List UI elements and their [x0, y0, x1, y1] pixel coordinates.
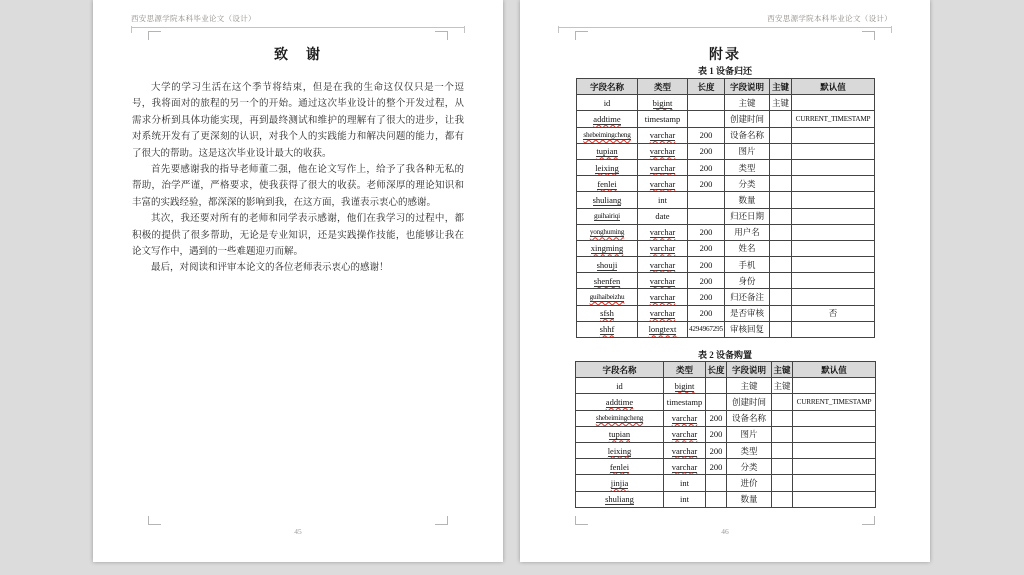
table-cell: 200 [688, 240, 725, 256]
table-row [577, 208, 875, 224]
table-cell: varchar [638, 224, 688, 240]
column-header: 字段名称 [577, 79, 638, 95]
crop-mark [575, 516, 588, 525]
table-cell: longtext [638, 321, 688, 337]
table-cell: 手机 [725, 257, 770, 273]
table-cell [793, 378, 876, 394]
table-cell: int [664, 491, 706, 507]
table-cell [772, 426, 793, 442]
table-cell [792, 159, 875, 175]
table-cell: addtime [576, 394, 664, 410]
column-header: 字段说明 [725, 79, 770, 95]
table-cell [770, 159, 792, 175]
table-cell: fenlei [576, 459, 664, 475]
table-cell: varchar [638, 127, 688, 143]
table-header-row [576, 362, 876, 378]
column-header: 长度 [688, 79, 725, 95]
table-cell [770, 143, 792, 159]
table-cell: 200 [706, 410, 727, 426]
table-cell: 归还日期 [725, 208, 770, 224]
running-header: 西安思源学院本科毕业论文（设计） [131, 13, 465, 28]
table-row [577, 240, 875, 256]
paragraph: 大学的学习生活在这个季节将结束，但是在我的生命这仅仅只是一个逗号，我将面对的旅程的另一个的开始。通过这次毕业设计的整个开发过程，从需求分析到具体功能实现，再到最终测试和维护的理解有了很大的进步，让我对系统开发有了更深刻的认识，对我个人的实践能力和解决问题的能力，都有了很大的帮助。这是这次毕业设计最大的收获。 [132, 83, 464, 159]
table-cell: 200 [706, 442, 727, 458]
table-row [577, 224, 875, 240]
paragraph: 最后，对阅读和评审本论文的各位老师表示衷心的感谢！ [151, 263, 389, 274]
table-cell: shuliang [576, 491, 664, 507]
table-cell [793, 426, 876, 442]
table-2-caption: 表 2 设备购置 [697, 350, 752, 360]
table-cell: bigint [638, 95, 688, 111]
table-cell: 设备名称 [725, 127, 770, 143]
table-cell [792, 95, 875, 111]
crop-mark [862, 31, 875, 40]
table-cell: 数量 [725, 192, 770, 208]
table-cell [793, 459, 876, 475]
table-row [577, 111, 875, 127]
table-cell: 图片 [727, 426, 772, 442]
table-row [576, 410, 876, 426]
table-cell: 200 [688, 305, 725, 321]
table-cell [792, 127, 875, 143]
table-row [577, 95, 875, 111]
table-cell [770, 289, 792, 305]
table-cell: fenlei [577, 176, 638, 192]
crop-mark [148, 31, 161, 40]
paragraph: 首先要感谢我的指导老师董二强，他在论文写作上，给予了我各种无私的帮助，治学严谨，严格要求，使我获得了很大的收获。老师深厚的理论知识和丰富的实践经验，都深深的影响到我，在这方面，我谨表示衷心的感谢。 [132, 165, 464, 208]
table-row [576, 475, 876, 491]
table-cell [792, 176, 875, 192]
table-cell [772, 394, 793, 410]
table-cell: int [638, 192, 688, 208]
table-cell: timestamp [638, 111, 688, 127]
table-cell: 数量 [727, 491, 772, 507]
table-cell: 类型 [725, 159, 770, 175]
table-cell: 姓名 [725, 240, 770, 256]
page-title-appendix: 附录 [709, 46, 741, 62]
table-cell: 200 [706, 459, 727, 475]
table-cell [770, 127, 792, 143]
crop-mark [435, 516, 448, 525]
page-acknowledgments [93, 0, 503, 562]
table-cell [792, 192, 875, 208]
header-rule-tick [464, 26, 465, 33]
table-cell: varchar [638, 159, 688, 175]
table-cell: tupian [576, 426, 664, 442]
table-cell: 主键 [727, 378, 772, 394]
table-row [576, 378, 876, 394]
table-cell: 200 [688, 289, 725, 305]
column-header: 类型 [664, 362, 706, 378]
header-rule-tick [891, 26, 892, 33]
table-cell [772, 475, 793, 491]
table-cell [793, 491, 876, 507]
header-rule-tick [131, 26, 132, 33]
table-cell: 创建时间 [727, 394, 772, 410]
table-cell: 是否审核 [725, 305, 770, 321]
table-cell [793, 410, 876, 426]
table-cell: 200 [688, 159, 725, 175]
table-cell [772, 459, 793, 475]
table-cell: shuliang [577, 192, 638, 208]
table-cell [706, 378, 727, 394]
column-header: 默认值 [792, 79, 875, 95]
table-cell: varchar [638, 257, 688, 273]
page-title-acknowledgments: 致 谢 [274, 46, 322, 62]
table-cell: yonghuming [577, 224, 638, 240]
table-cell: 设备名称 [727, 410, 772, 426]
crop-mark [148, 516, 161, 525]
table-cell: 200 [706, 426, 727, 442]
table-cell: varchar [664, 426, 706, 442]
table-cell: guihaibeizhu [577, 289, 638, 305]
table-cell: 创建时间 [725, 111, 770, 127]
table-cell [770, 176, 792, 192]
table-cell [706, 491, 727, 507]
table-cell: 归还备注 [725, 289, 770, 305]
table-cell: id [577, 95, 638, 111]
table-cell [770, 192, 792, 208]
table-row [577, 257, 875, 273]
table-cell: leixing [576, 442, 664, 458]
page-number: 46 [721, 527, 729, 536]
table-cell: shebeimingcheng [577, 127, 638, 143]
page-number: 45 [294, 527, 302, 536]
table-cell: varchar [664, 459, 706, 475]
table-row [577, 159, 875, 175]
table-cell [706, 475, 727, 491]
table-cell: 200 [688, 127, 725, 143]
running-header: 西安思源学院本科毕业论文（设计） [558, 13, 892, 28]
table-row [577, 192, 875, 208]
table-row [577, 289, 875, 305]
table-cell [688, 192, 725, 208]
table-cell: 4294967295 [688, 321, 725, 337]
table-cell: date [638, 208, 688, 224]
table-cell [792, 257, 875, 273]
table-cell [793, 475, 876, 491]
page-appendix [520, 0, 930, 562]
table-cell: 200 [688, 176, 725, 192]
table-cell: 200 [688, 143, 725, 159]
table-cell: 用户名 [725, 224, 770, 240]
table-row [576, 491, 876, 507]
table-cell: CURRENT_TIMESTAMP [793, 394, 876, 410]
table-cell [792, 273, 875, 289]
column-header: 字段名称 [576, 362, 664, 378]
table-cell: varchar [638, 240, 688, 256]
column-header: 主键 [772, 362, 793, 378]
table-cell: xingming [577, 240, 638, 256]
column-header: 字段说明 [727, 362, 772, 378]
table-cell: varchar [664, 410, 706, 426]
table-cell [770, 111, 792, 127]
table-cell: shouji [577, 257, 638, 273]
table-cell: bigint [664, 378, 706, 394]
column-header: 默认值 [793, 362, 876, 378]
table-cell: shhf [577, 321, 638, 337]
table-cell: varchar [638, 289, 688, 305]
table-cell: 分类 [725, 176, 770, 192]
paragraph: 其次，我还要对所有的老师和同学表示感谢，他们在我学习的过程中，都积极的提供了很多帮助，无论是专业知识，还是实践操作技能，也能够让我在论文写作中，遇到的一些难题迎刃而解。 [132, 214, 464, 258]
table-cell [772, 442, 793, 458]
table-cell: sfsh [577, 305, 638, 321]
table-cell: 类型 [727, 442, 772, 458]
table-cell: 主键 [772, 378, 793, 394]
table-cell: 主键 [770, 95, 792, 111]
table-cell: id [576, 378, 664, 394]
table-cell [688, 111, 725, 127]
table-cell: shenfen [577, 273, 638, 289]
table-cell [770, 321, 792, 337]
table-row [577, 273, 875, 289]
column-header: 长度 [706, 362, 727, 378]
table-cell [770, 273, 792, 289]
table-cell: addtime [577, 111, 638, 127]
table-row [577, 305, 875, 321]
column-header: 主键 [770, 79, 792, 95]
table-cell: shebeimingcheng [576, 410, 664, 426]
table-cell [770, 240, 792, 256]
table-cell: CURRENT_TIMESTAMP [792, 111, 875, 127]
table-equipment-purchase [575, 361, 876, 508]
table-cell [772, 491, 793, 507]
table-row [577, 176, 875, 192]
table-cell: varchar [664, 442, 706, 458]
table-row [577, 127, 875, 143]
table-row [576, 459, 876, 475]
table-cell: 图片 [725, 143, 770, 159]
table-cell: varchar [638, 273, 688, 289]
table-cell [770, 224, 792, 240]
table-cell: int [664, 475, 706, 491]
table-cell [793, 442, 876, 458]
table-cell: 分类 [727, 459, 772, 475]
table-cell [770, 208, 792, 224]
table-cell [706, 394, 727, 410]
table-cell: varchar [638, 305, 688, 321]
table-row [577, 143, 875, 159]
table-equipment-return [576, 78, 875, 338]
table-cell: 200 [688, 273, 725, 289]
table-cell: 身份 [725, 273, 770, 289]
table-cell [792, 208, 875, 224]
table-row [577, 321, 875, 337]
column-header: 类型 [638, 79, 688, 95]
table-cell [792, 321, 875, 337]
crop-mark [435, 31, 448, 40]
table-row [576, 426, 876, 442]
table-cell [770, 305, 792, 321]
table-cell [688, 95, 725, 111]
table-cell [772, 410, 793, 426]
table-row [576, 442, 876, 458]
crop-mark [862, 516, 875, 525]
crop-mark [575, 31, 588, 40]
table-cell: 主键 [725, 95, 770, 111]
header-rule-tick [558, 26, 559, 33]
table-header-row [577, 79, 875, 95]
table-cell [688, 208, 725, 224]
table-cell: guihairiqi [577, 208, 638, 224]
table-cell: jinjia [576, 475, 664, 491]
table-cell: 200 [688, 224, 725, 240]
table-row [576, 394, 876, 410]
table-cell: 200 [688, 257, 725, 273]
table-cell: 进价 [727, 475, 772, 491]
table-cell: leixing [577, 159, 638, 175]
table-cell: varchar [638, 176, 688, 192]
table-cell [792, 224, 875, 240]
table-cell [792, 289, 875, 305]
table-cell: 审核回复 [725, 321, 770, 337]
table-1-caption: 表 1 设备归还 [697, 66, 752, 76]
acknowledgments-text [132, 80, 464, 277]
table-cell [792, 143, 875, 159]
table-cell [770, 257, 792, 273]
table-cell: varchar [638, 143, 688, 159]
table-cell [792, 240, 875, 256]
table-cell: 否 [792, 305, 875, 321]
table-cell: timestamp [664, 394, 706, 410]
table-cell: tupian [577, 143, 638, 159]
